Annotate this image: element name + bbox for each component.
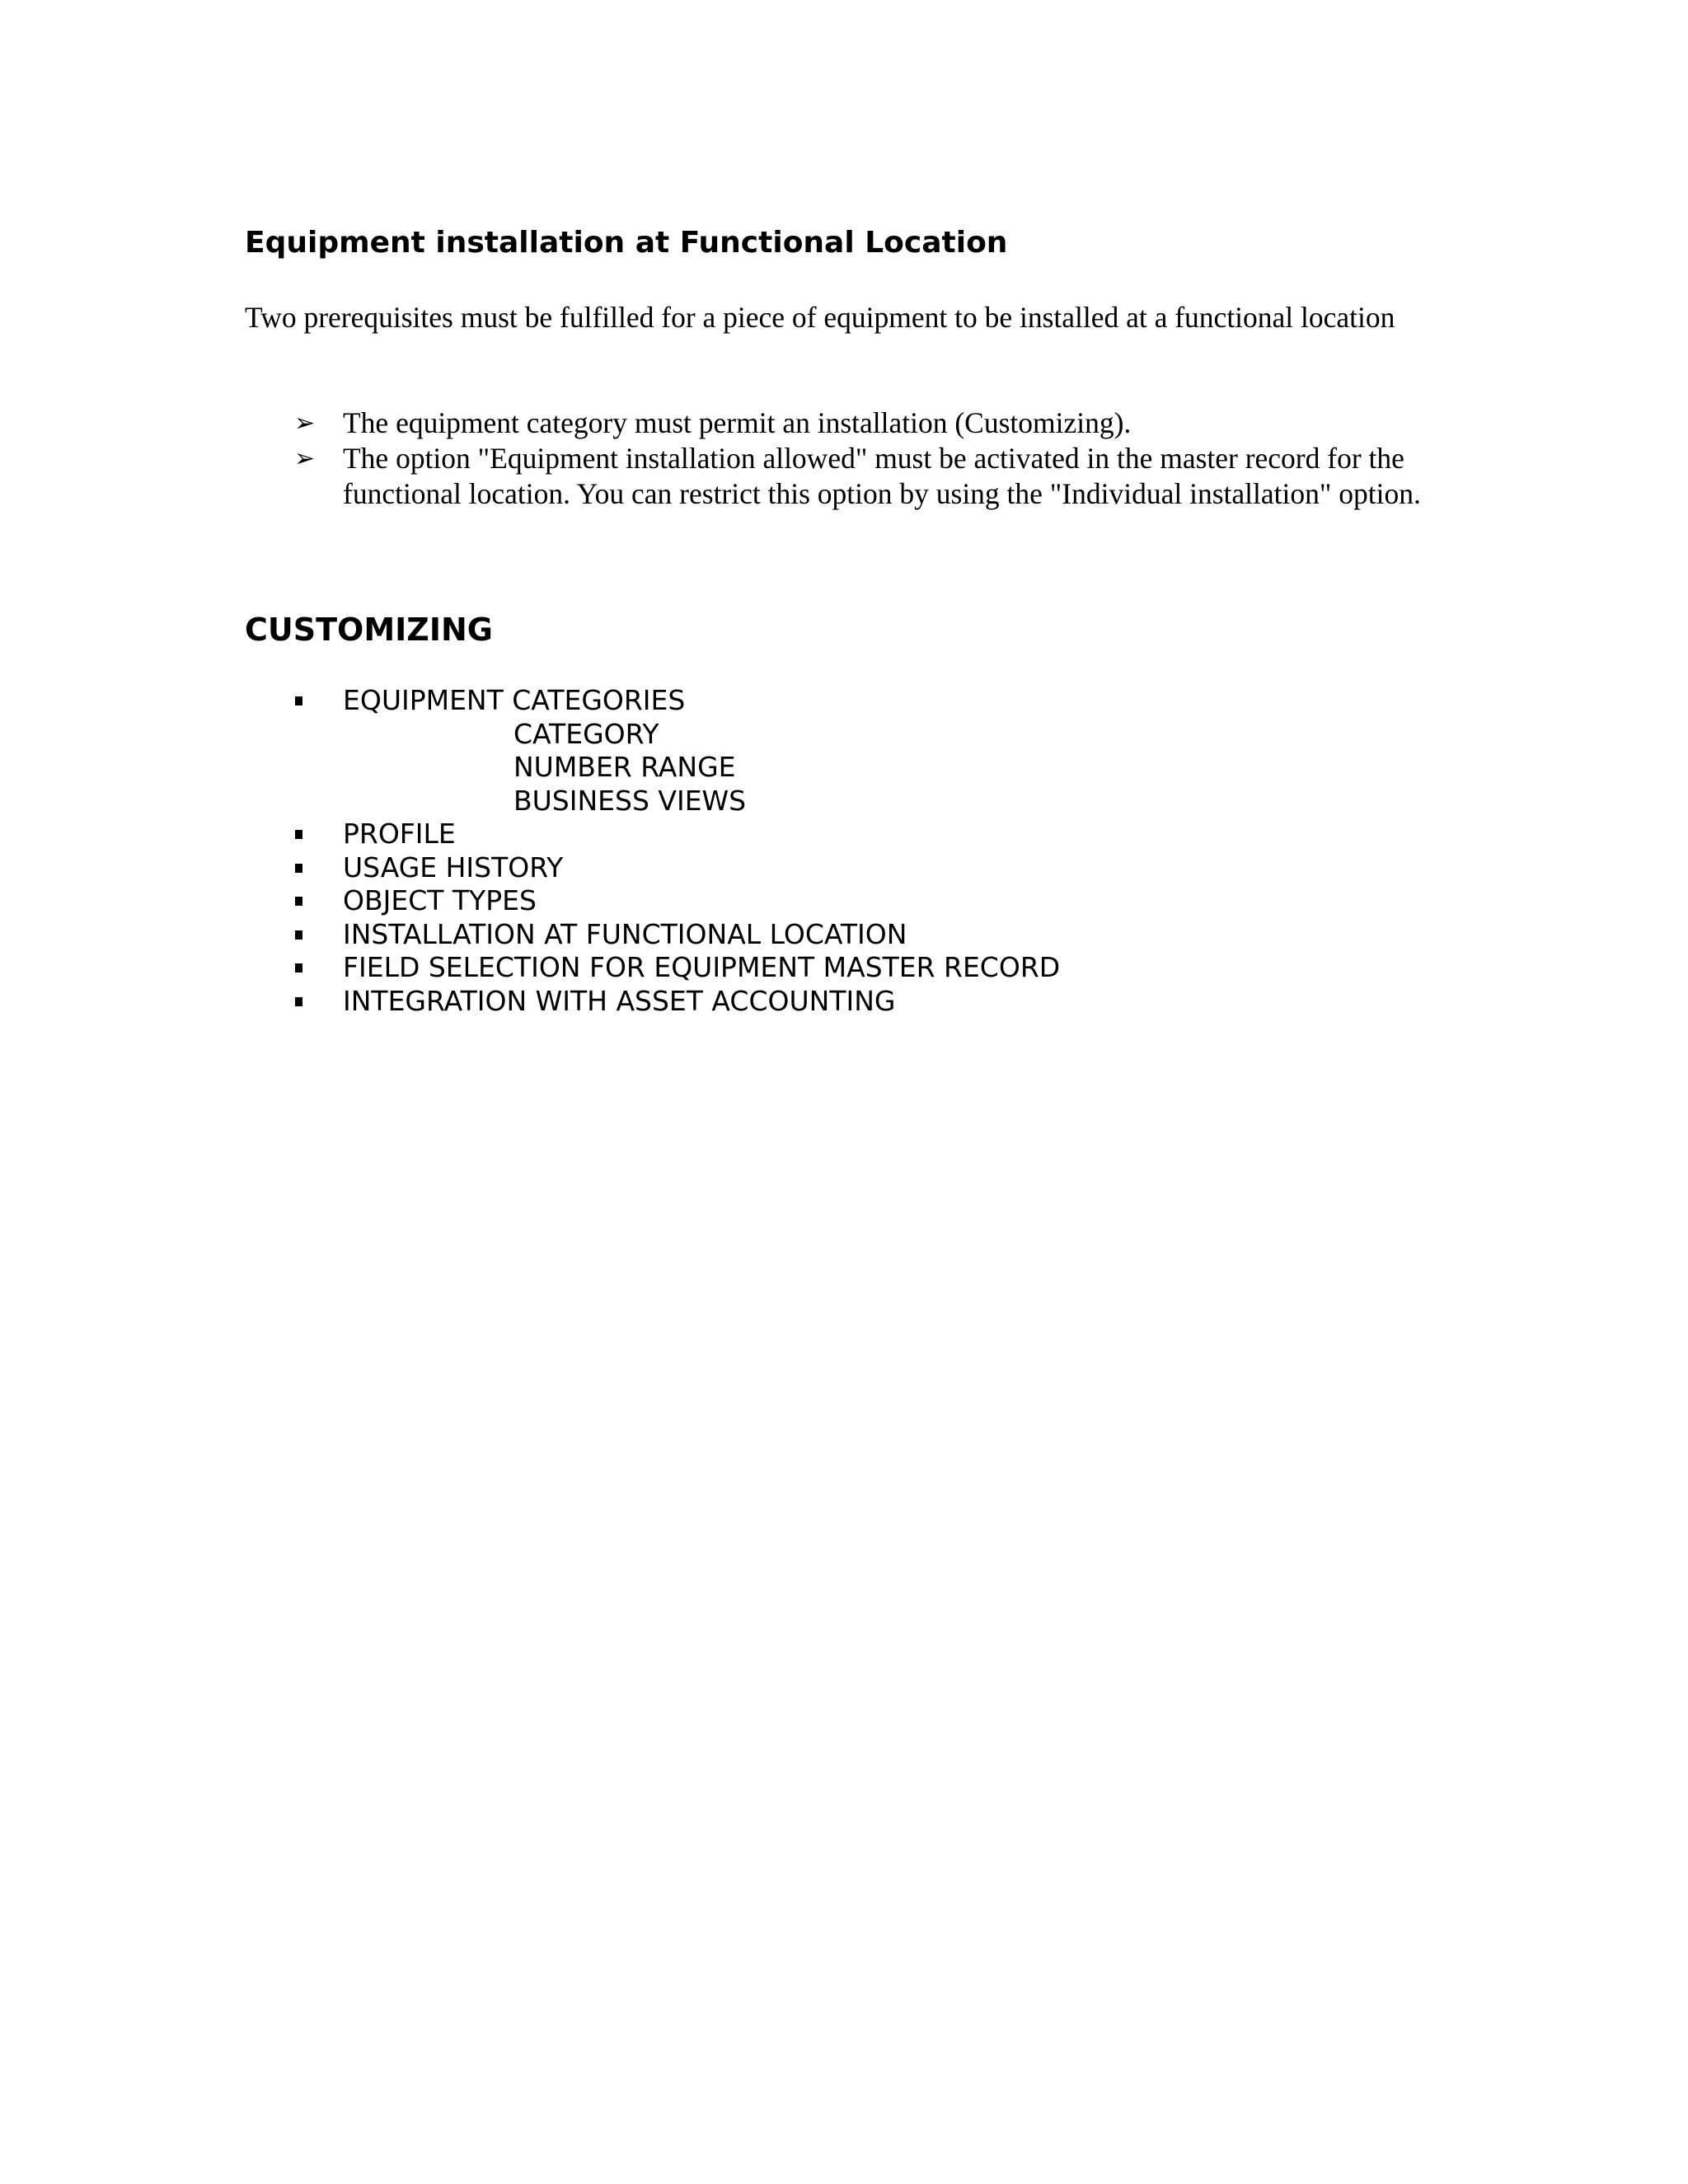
customizing-item-label: USAGE HISTORY (343, 851, 564, 883)
prerequisite-text: The equipment category must permit an installation (Customizing). (343, 406, 1132, 439)
customizing-item-object-types (245, 884, 1399, 918)
customizing-item-label: INTEGRATION WITH ASSET ACCOUNTING (343, 984, 896, 1017)
sub-item-number-range: NUMBER RANGE (513, 751, 736, 783)
sub-item-category: CATEGORY (513, 717, 659, 750)
section-title-customizing: CUSTOMIZING (245, 612, 493, 648)
prerequisite-list (245, 405, 1440, 512)
square-bullet-icon (295, 897, 302, 906)
square-bullet-icon (295, 830, 302, 839)
customizing-item-installation (245, 918, 1399, 952)
square-bullet-icon (295, 696, 302, 705)
square-bullet-icon (295, 997, 302, 1006)
square-bullet-icon (295, 864, 302, 873)
customizing-item-asset-accounting (245, 985, 1399, 1019)
customizing-item-equipment-categories (245, 684, 1399, 818)
arrow-bullet-icon: ➢ (294, 409, 316, 438)
customizing-item-label: PROFILE (343, 818, 456, 850)
intro-paragraph: Two prerequisites must be fulfilled for a piece of equipment to be installed at a functional location (245, 301, 1395, 334)
customizing-item-label: INSTALLATION AT FUNCTIONAL LOCATION (343, 917, 907, 950)
customizing-item-usage-history (245, 851, 1399, 885)
arrow-bullet-icon: ➢ (294, 444, 316, 473)
square-bullet-icon (295, 930, 302, 940)
customizing-item-label: FIELD SELECTION FOR EQUIPMENT MASTER RECORD (343, 951, 1061, 983)
square-bullet-icon (295, 963, 302, 972)
customizing-item-profile (245, 818, 1399, 851)
prerequisite-item (245, 441, 1440, 512)
sub-item-business-views: BUSINESS VIEWS (513, 784, 747, 817)
customizing-list (245, 684, 1399, 1018)
customizing-item-field-selection (245, 951, 1399, 985)
customizing-item-label: EQUIPMENT CATEGORIES (343, 684, 686, 716)
prerequisite-text: The option "Equipment installation allowed" must be activated in the master record for the functional location. You can restrict this option by using the "Individual installation" option. (343, 442, 1421, 510)
prerequisite-item (245, 405, 1440, 441)
customizing-item-label: OBJECT TYPES (343, 884, 537, 916)
section-title-installation: Equipment installation at Functional Location (245, 226, 1008, 260)
